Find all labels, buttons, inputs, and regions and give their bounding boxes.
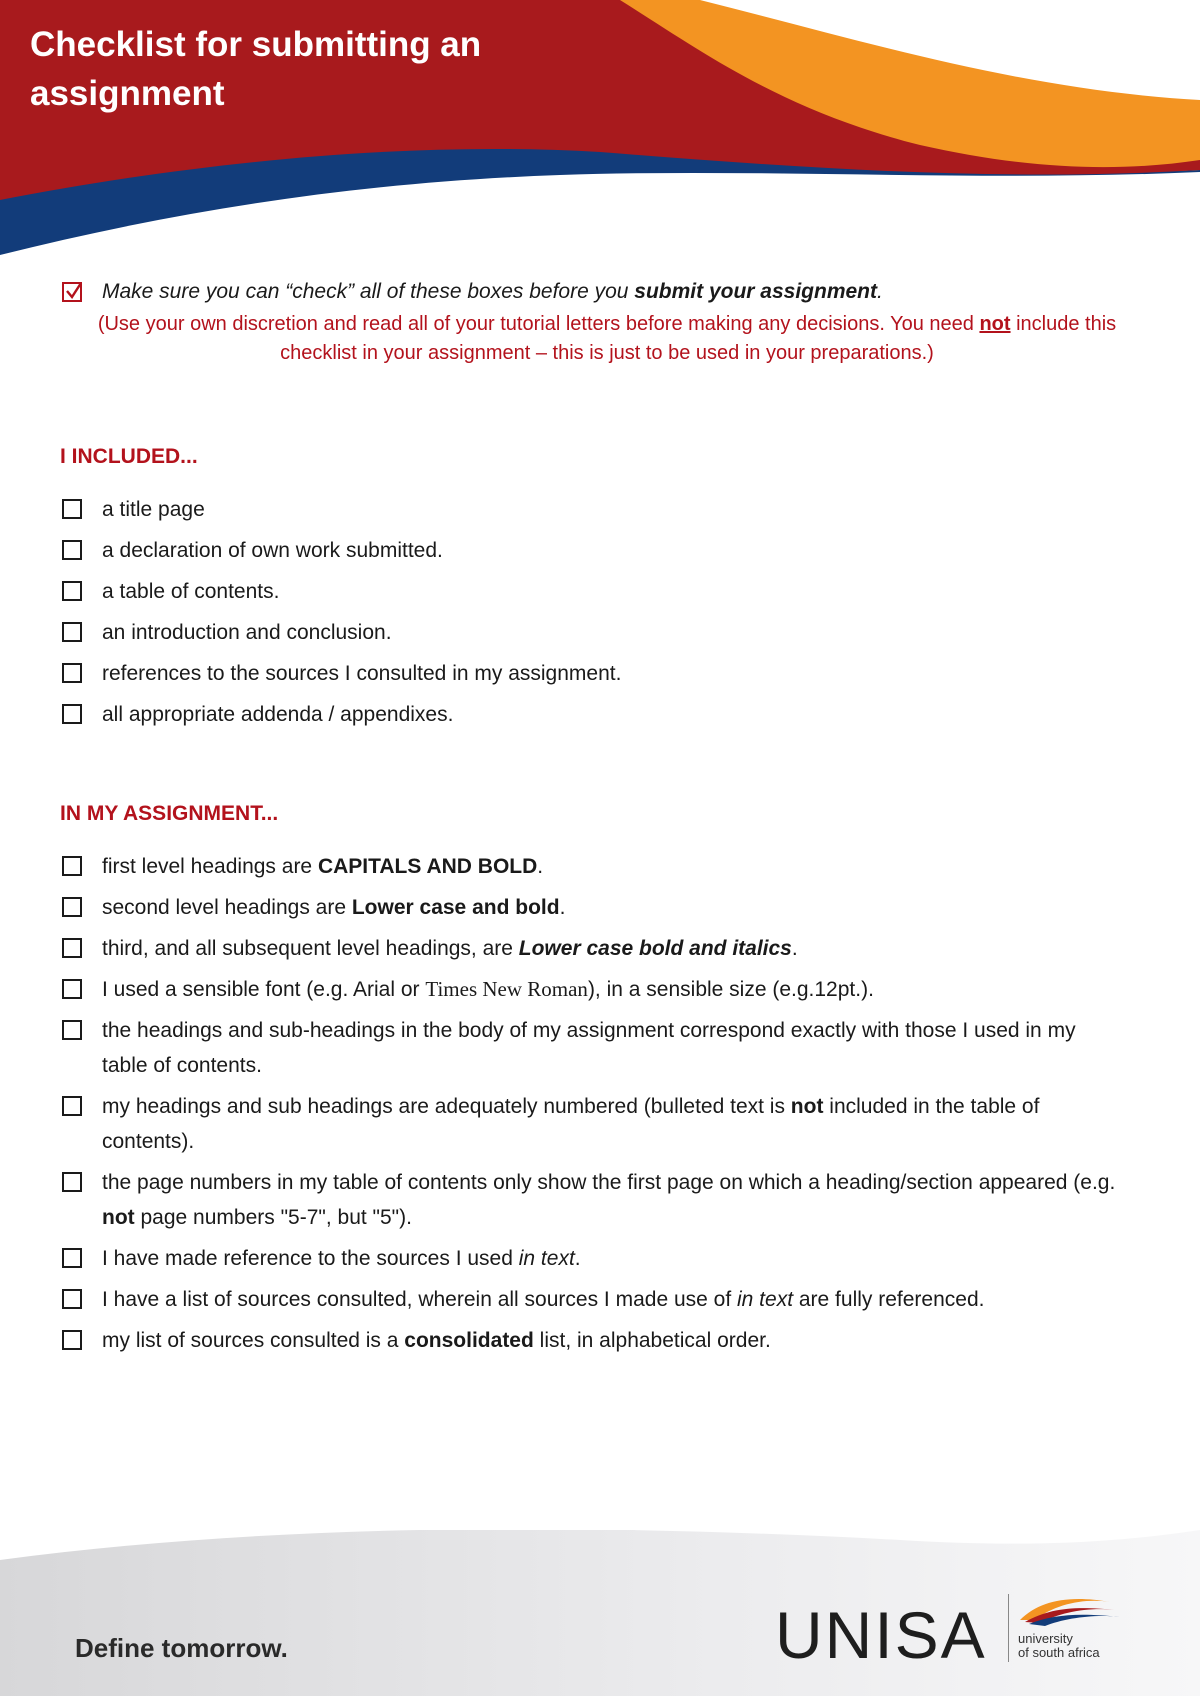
unisa-logo-subtext: university of south africa (1018, 1631, 1100, 1660)
list-item: references to the sources I consulted in my assignment. (62, 656, 1122, 691)
list-item: third, and all subsequent level headings, are Lower case bold and italics. (62, 931, 1122, 966)
section-heading-included: I INCLUDED... (60, 445, 198, 468)
list-item: second level headings are Lower case and bold. (62, 890, 1122, 925)
checkbox[interactable] (62, 704, 82, 724)
assignment-checklist (62, 849, 1122, 1358)
checkbox[interactable] (62, 622, 82, 642)
list-item: an introduction and conclusion. (62, 615, 1122, 650)
section-heading-assignment: IN MY ASSIGNMENT... (60, 802, 279, 825)
checkbox[interactable] (62, 1289, 82, 1309)
tagline: Define tomorrow. (75, 1633, 288, 1663)
checkbox[interactable] (62, 663, 82, 683)
checkbox[interactable] (62, 1330, 82, 1350)
list-item: my headings and sub headings are adequately numbered (bulleted text is not included in the table of contents). (62, 1089, 1122, 1159)
intro-note: (Use your own discretion and read all of your tutorial letters before making any decisions. You need not include this checklist in your assignment – this is just to be used in your preparations.) (97, 313, 1117, 364)
checkbox[interactable] (62, 979, 82, 999)
list-item: a declaration of own work submitted. (62, 533, 1122, 568)
checkbox[interactable] (62, 897, 82, 917)
unisa-flag-icon (1015, 1590, 1125, 1630)
list-item: the headings and sub-headings in the body of my assignment correspond exactly with those I used in my table of contents. (62, 1013, 1122, 1083)
checkbox[interactable] (62, 856, 82, 876)
list-item: my list of sources consulted is a consolidated list, in alphabetical order. (62, 1323, 1122, 1358)
checkbox[interactable] (62, 1096, 82, 1116)
checkbox[interactable] (62, 1172, 82, 1192)
checkbox[interactable] (62, 1248, 82, 1268)
page-title: Checklist for submitting an assignment (30, 25, 482, 113)
list-item: I have made reference to the sources I used in text. (62, 1241, 1122, 1276)
list-item: I have a list of sources consulted, wherein all sources I made use of in text are fully referenced. (62, 1282, 1122, 1317)
list-item: a title page (62, 492, 1122, 527)
list-item: I used a sensible font (e.g. Arial or Times New Roman), in a sensible size (e.g.12pt.). (62, 972, 1122, 1007)
checkbox[interactable] (62, 499, 82, 519)
list-item: the page numbers in my table of contents only show the first page on which a heading/section appeared (e.g. not page numbers "5-7", but "5"). (62, 1165, 1122, 1235)
unisa-logo-text: UNISA (775, 1598, 987, 1672)
intro-block (62, 280, 1122, 368)
checkbox[interactable] (62, 581, 82, 601)
checkbox[interactable] (62, 938, 82, 958)
logo-divider (1008, 1594, 1009, 1662)
checked-box-icon (62, 282, 82, 302)
intro-instruction: Make sure you can “check” all of these boxes before you submit your assignment. (102, 280, 883, 303)
checkbox[interactable] (62, 540, 82, 560)
list-item: a table of contents. (62, 574, 1122, 609)
included-checklist (62, 492, 1122, 732)
list-item: all appropriate addenda / appendixes. (62, 697, 1122, 732)
list-item: first level headings are CAPITALS AND BOLD. (62, 849, 1122, 884)
checkbox[interactable] (62, 1020, 82, 1040)
